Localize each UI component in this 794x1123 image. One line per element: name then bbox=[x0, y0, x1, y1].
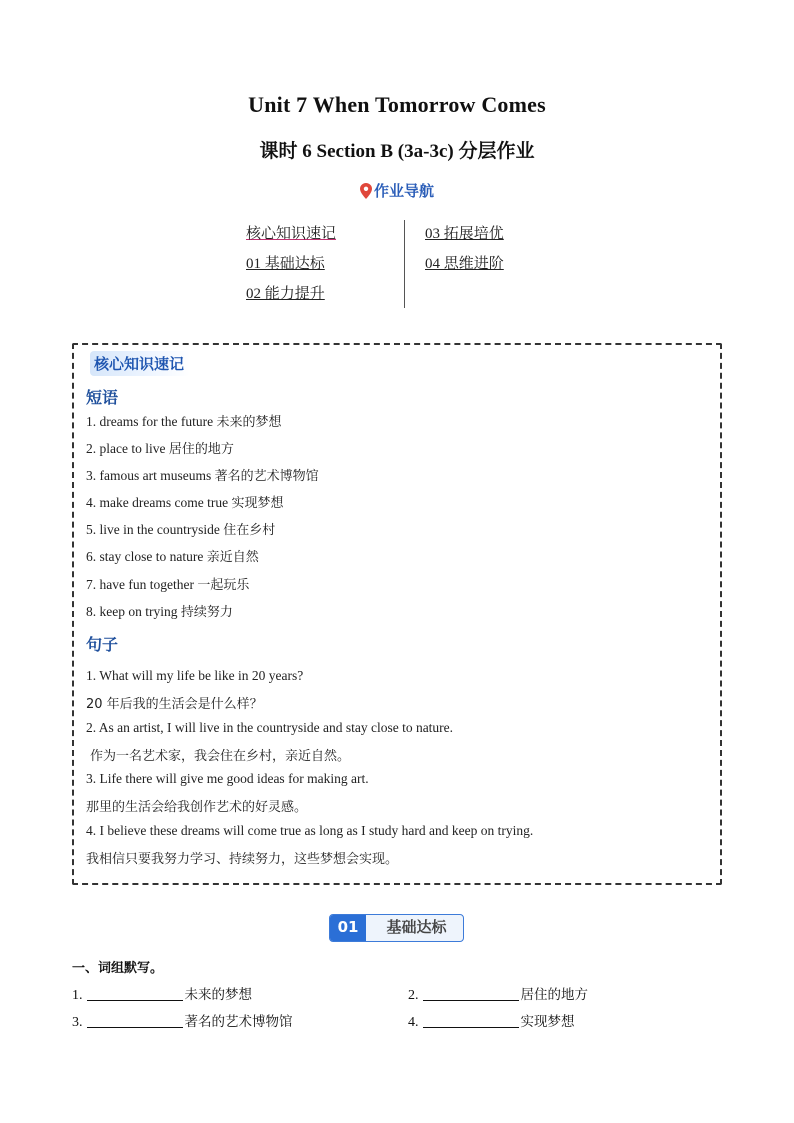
answer-blank[interactable] bbox=[423, 986, 519, 1001]
nav-link-03[interactable]: 03 拓展培优 bbox=[425, 226, 504, 242]
sentences-heading: 句子 bbox=[86, 635, 119, 654]
sentence-en: 1. What will my life be like in 20 years? bbox=[86, 668, 304, 683]
phrase-item: 7. have fun together 一起玩乐 bbox=[86, 577, 250, 593]
exercise-item: 1. 未来的梦想 bbox=[72, 987, 252, 1003]
sentence-zh: 20 年后我的生活会是什么样？ bbox=[86, 697, 263, 712]
section-label: 基础达标 bbox=[386, 918, 447, 936]
location-pin-icon bbox=[360, 183, 372, 203]
answer-blank[interactable] bbox=[87, 1013, 183, 1028]
sentence-en: 2. As an artist, I will live in the countryside and stay close to nature. bbox=[86, 720, 454, 735]
nav-heading-label: 作业导航 bbox=[373, 182, 434, 200]
nav-link-core-knowledge[interactable]: 核心知识速记 bbox=[246, 226, 337, 242]
page-subtitle: 课时 6 Section B (3a-3c) 分层作业 bbox=[259, 141, 535, 162]
sentence-en: 3. Life there will give me good ideas for making art. bbox=[86, 771, 369, 786]
nav-divider bbox=[404, 220, 405, 308]
sentence-zh: 我相信只要我努力学习、持续努力，这些梦想会实现。 bbox=[86, 852, 399, 867]
phrase-item: 6. stay close to nature 亲近自然 bbox=[86, 549, 259, 565]
core-knowledge-heading: 核心知识速记 bbox=[90, 351, 190, 376]
section-number: 01 bbox=[330, 915, 366, 941]
homework-navigation bbox=[246, 222, 546, 310]
nav-link-04[interactable]: 04 思维进阶 bbox=[425, 256, 504, 272]
exercise-item: 2. 居住的地方 bbox=[408, 987, 588, 1003]
exercise-item: 3. 著名的艺术博物馆 bbox=[72, 1014, 293, 1030]
phrase-item: 2. place to live 居住的地方 bbox=[86, 441, 234, 457]
sentence-zh: 那里的生活会给我创作艺术的好灵感。 bbox=[86, 800, 308, 815]
answer-blank[interactable] bbox=[423, 1013, 519, 1028]
phrase-item: 3. famous art museums 著名的艺术博物馆 bbox=[86, 468, 319, 484]
phrase-item: 4. make dreams come true 实现梦想 bbox=[86, 495, 284, 511]
sentence-zh: 作为一名艺术家，我会住在乡村，亲近自然。 bbox=[90, 749, 351, 764]
phrase-item: 1. dreams for the future 未来的梦想 bbox=[86, 414, 282, 430]
page-title: Unit 7 When Tomorrow Comes bbox=[248, 92, 546, 117]
sentence-en: 4. I believe these dreams will come true as long as I study hard and keep on trying. bbox=[86, 823, 534, 838]
core-knowledge-box bbox=[72, 343, 722, 885]
nav-link-02[interactable]: 02 能力提升 bbox=[246, 286, 325, 302]
exercise-title: 一、词组默写。 bbox=[72, 961, 164, 976]
nav-heading bbox=[0, 180, 794, 203]
phrase-item: 8. keep on trying 持续努力 bbox=[86, 604, 233, 620]
exercise-item: 4. 实现梦想 bbox=[408, 1014, 575, 1030]
phrase-item: 5. live in the countryside 住在乡村 bbox=[86, 522, 276, 538]
nav-link-01[interactable]: 01 基础达标 bbox=[246, 256, 325, 272]
phrases-heading: 短语 bbox=[86, 388, 119, 407]
section-01-badge bbox=[329, 914, 464, 942]
answer-blank[interactable] bbox=[87, 986, 183, 1001]
